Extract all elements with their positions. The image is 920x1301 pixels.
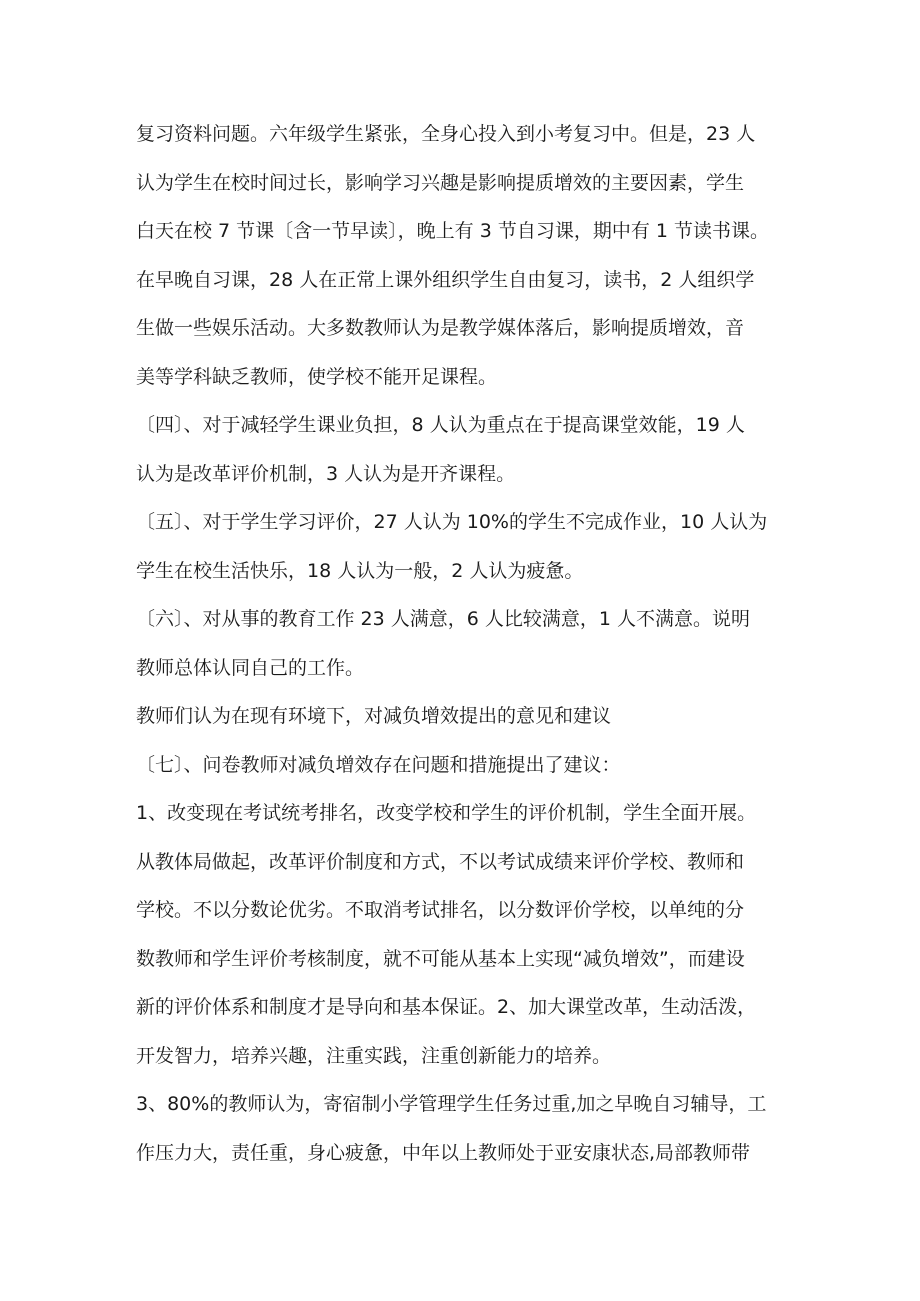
text-line: 生做一些娱乐活动。大多数教师认为是教学媒体落后，影响提质增效，音 bbox=[136, 317, 745, 339]
paragraph-six bbox=[136, 595, 796, 692]
text-line: 教师们认为在现有环境下，对减负增效提出的意见和建议 bbox=[136, 705, 612, 727]
text-line: 〔六〕、对从事的教育工作 23 人满意，6 人比较满意，1 人不满意。说明 bbox=[136, 608, 751, 630]
text-line: 学校。不以分数论优劣。不取消考试排名，以分数评价学校，以单纯的分 bbox=[136, 899, 745, 921]
text-line: 白天在校 7 节课〔含一节早读〕，晚上有 3 节自习课，期中有 1 节读书课。 bbox=[136, 220, 770, 242]
text-line: 1、改变现在考试统考排名，改变学校和学生的评价机制，学生全面开展。 bbox=[136, 802, 757, 824]
text-line: 复习资料问题。六年级学生紧张，全身心投入到小考复习中。但是，23 人 bbox=[136, 123, 756, 145]
text-line: 新的评价体系和制度才是导向和基本保证。2、加大课堂改革，生动活泼， bbox=[136, 996, 757, 1018]
text-line: 〔七〕、问卷教师对减负增效存在问题和措施提出了建议： bbox=[136, 753, 621, 776]
paragraph-five bbox=[136, 498, 796, 595]
paragraph-intro bbox=[136, 110, 796, 401]
document-text-body bbox=[136, 110, 796, 1177]
text-line: 美等学科缺乏教师，使学校不能开足课程。 bbox=[136, 365, 498, 388]
text-line: 认为是改革评价机制，3 人认为是开齐课程。 bbox=[136, 462, 516, 485]
paragraph-heading bbox=[136, 692, 796, 741]
text-line: 从教体局做起，改革评价制度和方式，不以考试成绩来评价学校、教师和 bbox=[136, 850, 745, 873]
paragraph-four bbox=[136, 401, 796, 498]
text-line: 〔四〕、对于减轻学生课业负担，8 人认为重点在于提高课堂效能，19 人 bbox=[136, 414, 745, 436]
text-line: 数教师和学生评价考核制度，就不可能从基本上实现“减负增效”，而建设 bbox=[136, 947, 745, 970]
text-line: 作压力大，责任重，身心疲惫，中年以上教师处于亚安康状态,局部教师带 bbox=[136, 1141, 751, 1164]
text-line: 教师总体认同自己的工作。 bbox=[136, 656, 365, 679]
text-line: 〔五〕、对于学生学习评价，27 人认为 10%的学生不完成作业，10 人认为 bbox=[136, 511, 768, 533]
paragraph-item-3 bbox=[136, 1080, 796, 1177]
text-line: 3、80%的教师认为，寄宿制小学管理学生任务过重,加之早晚自习辅导，工 bbox=[136, 1093, 767, 1115]
text-line: 学生在校生活快乐，18 人认为一般，2 人认为疲惫。 bbox=[136, 559, 584, 582]
text-line: 认为学生在校时间过长，影响学习兴趣是影响提质增效的主要因素，学生 bbox=[136, 171, 745, 194]
text-line: 开发智力，培养兴趣，注重实践，注重创新能力的培养。 bbox=[136, 1044, 612, 1067]
paragraph-item-1 bbox=[136, 789, 796, 1080]
text-line: 在早晚自习课，28 人在正常上课外组织学生自由复习，读书，2 人组织学 bbox=[136, 268, 755, 291]
paragraph-seven bbox=[136, 741, 796, 790]
